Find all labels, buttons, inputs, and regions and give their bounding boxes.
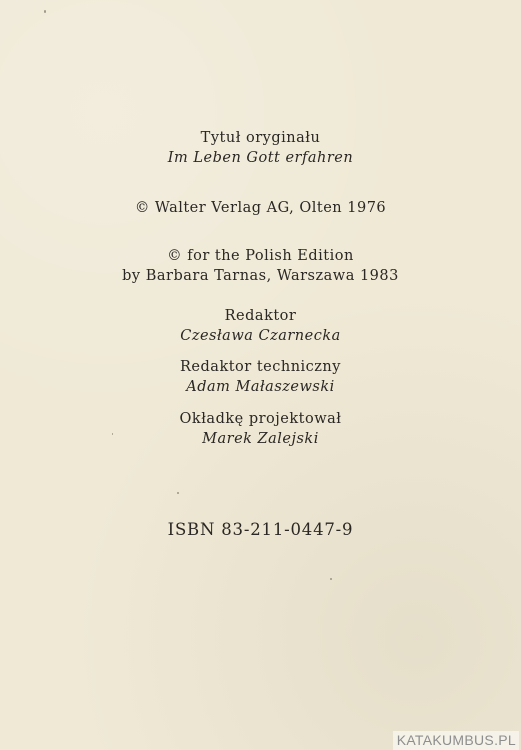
polish-copyright-line-1: © for the Polish Edition — [167, 248, 354, 264]
technical-editor-name: Adam Małaszewski — [186, 379, 335, 395]
cover-design-block — [0, 409, 521, 449]
original-title-label: Tytuł oryginału — [200, 130, 321, 146]
isbn-number: ISBN 83-211-0447-9 — [167, 520, 354, 539]
editor-label: Redaktor — [224, 308, 297, 324]
original-copyright-block — [0, 198, 521, 218]
original-title-block — [0, 128, 521, 168]
isbn-block — [0, 520, 521, 540]
paper-speck — [330, 578, 332, 580]
site-watermark: KATAKUMBUS.PL — [393, 731, 519, 750]
technical-editor-block — [0, 357, 521, 397]
editor-block — [0, 306, 521, 346]
polish-copyright-line-2: by Barbara Tarnas, Warszawa 1983 — [122, 268, 399, 284]
paper-speck — [44, 10, 46, 13]
technical-editor-label: Redaktor techniczny — [180, 359, 341, 375]
paper-speck — [177, 492, 179, 494]
editor-name: Czesława Czarnecka — [180, 328, 341, 344]
original-copyright: © Walter Verlag AG, Olten 1976 — [134, 200, 387, 216]
cover-design-label: Okładkę projektował — [179, 411, 342, 427]
original-title: Im Leben Gott erfahren — [167, 150, 354, 166]
cover-designer-name: Marek Zalejski — [202, 431, 319, 447]
polish-copyright-block — [0, 246, 521, 286]
